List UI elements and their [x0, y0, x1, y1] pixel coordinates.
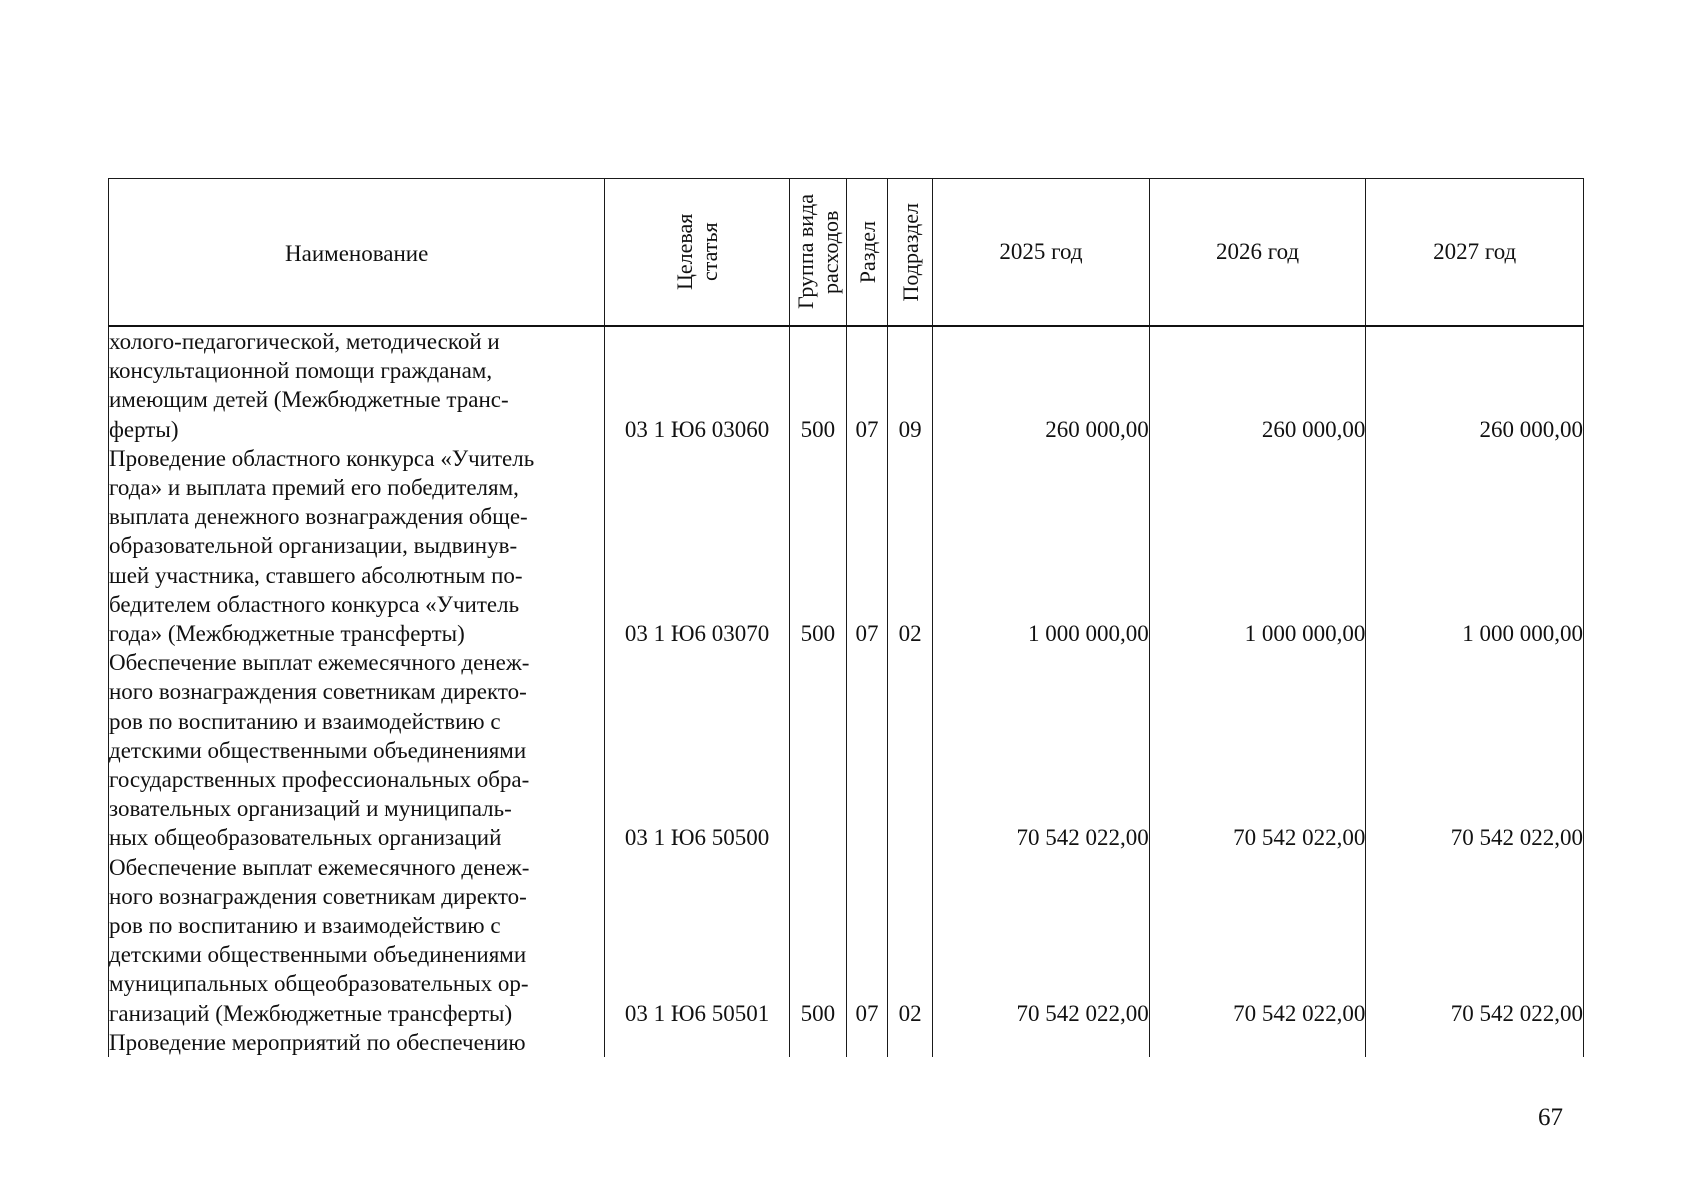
cell-target: 03 1 Ю6 50500 — [605, 648, 790, 852]
name-line: холого-педагогической, методической и — [109, 329, 500, 354]
cell-2025 — [933, 1028, 1150, 1057]
cell-name — [109, 853, 605, 1028]
cell-subsection: 02 — [888, 444, 933, 648]
cell-2025: 70 542 022,00 — [933, 853, 1150, 1028]
name-line: ного вознаграждения советникам директо- — [109, 883, 527, 909]
cell-group: 500 — [789, 326, 846, 444]
cell-name — [109, 444, 605, 648]
name-line: консультационной помощи гражданам, — [109, 358, 493, 384]
cell-group — [789, 648, 846, 852]
table-row — [109, 648, 1584, 852]
name-line: ных общеобразовательных организаций — [109, 825, 502, 851]
name-line: года» и выплата премий его победителям, — [109, 475, 519, 501]
name-line: образовательной организации, выдвинув- — [109, 533, 518, 559]
cell-2025: 1 000 000,00 — [933, 444, 1150, 648]
cell-2027: 70 542 022,00 — [1366, 853, 1584, 1028]
table-row — [109, 853, 1584, 1028]
name-line: детскими общественными объединениями — [109, 737, 527, 763]
header-2026: 2026 год — [1149, 179, 1366, 327]
cell-subsection: 09 — [888, 326, 933, 444]
table-row — [109, 1028, 1584, 1057]
name-line: Обеспечение выплат ежемесячного денеж- — [109, 854, 530, 880]
name-line: ров по воспитанию и взаимодействию с — [109, 913, 501, 939]
cell-target — [605, 1028, 790, 1057]
cell-2027: 70 542 022,00 — [1366, 648, 1584, 852]
name-line: года» (Межбюджетные трансферты) — [109, 621, 465, 647]
name-line: зовательных организаций и муниципаль- — [109, 796, 512, 822]
table-header-row — [109, 179, 1584, 327]
table-body — [109, 326, 1584, 1057]
cell-2027 — [1366, 1028, 1584, 1057]
header-2025: 2025 год — [933, 179, 1150, 327]
cell-subsection: 02 — [888, 853, 933, 1028]
cell-subsection — [888, 1028, 933, 1057]
cell-section — [846, 648, 887, 852]
cell-group — [789, 1028, 846, 1057]
cell-section: 07 — [846, 444, 887, 648]
cell-target: 03 1 Ю6 03070 — [605, 444, 790, 648]
name-line: детскими общественными объединениями — [109, 942, 527, 968]
cell-2026: 70 542 022,00 — [1149, 853, 1366, 1028]
cell-target: 03 1 Ю6 03060 — [605, 326, 790, 444]
name-line: Проведение мероприятий по обеспечению — [109, 1029, 526, 1055]
name-line: ров по воспитанию и взаимодействию с — [109, 708, 501, 734]
cell-section — [846, 1028, 887, 1057]
header-target: Целевая статья — [605, 179, 790, 327]
cell-group: 500 — [789, 444, 846, 648]
page-number: 67 — [1538, 1104, 1563, 1131]
budget-table — [108, 178, 1584, 1057]
cell-name — [109, 326, 605, 444]
cell-target: 03 1 Ю6 50501 — [605, 853, 790, 1028]
header-section: Раздел — [846, 179, 887, 327]
cell-2026 — [1149, 1028, 1366, 1057]
name-line: ферты) — [109, 416, 179, 442]
name-line: Проведение областного конкурса «Учитель — [109, 445, 535, 471]
table-row — [109, 444, 1584, 648]
name-line: имеющим детей (Межбюджетные транс- — [109, 387, 509, 413]
cell-group: 500 — [789, 853, 846, 1028]
cell-2026: 1 000 000,00 — [1149, 444, 1366, 648]
name-line: ганизаций (Межбюджетные трансферты) — [109, 1000, 513, 1026]
cell-name — [109, 1028, 605, 1057]
name-line: шей участника, ставшего абсолютным по- — [109, 562, 523, 588]
header-2027: 2027 год — [1366, 179, 1584, 327]
cell-section: 07 — [846, 853, 887, 1028]
cell-name — [109, 648, 605, 852]
name-line: муниципальных общеобразовательных ор- — [109, 971, 529, 997]
header-subsection: Подраздел — [888, 179, 933, 327]
cell-2026: 260 000,00 — [1149, 326, 1366, 444]
cell-subsection — [888, 648, 933, 852]
name-line: бедителем областного конкурса «Учитель — [109, 591, 520, 617]
cell-2025: 70 542 022,00 — [933, 648, 1150, 852]
name-line: выплата денежного вознаграждения обще- — [109, 504, 528, 530]
table-row — [109, 326, 1584, 444]
cell-2027: 260 000,00 — [1366, 326, 1584, 444]
cell-2027: 1 000 000,00 — [1366, 444, 1584, 648]
name-line: государственных профессиональных обра- — [109, 767, 530, 793]
name-line: Обеспечение выплат ежемесячного денеж- — [109, 650, 530, 676]
header-name: Наименование — [109, 179, 605, 327]
header-group: Группа вида расходов — [789, 179, 846, 327]
cell-2026: 70 542 022,00 — [1149, 648, 1366, 852]
name-line: ного вознаграждения советникам директо- — [109, 679, 527, 705]
cell-2025: 260 000,00 — [933, 326, 1150, 444]
cell-section: 07 — [846, 326, 887, 444]
